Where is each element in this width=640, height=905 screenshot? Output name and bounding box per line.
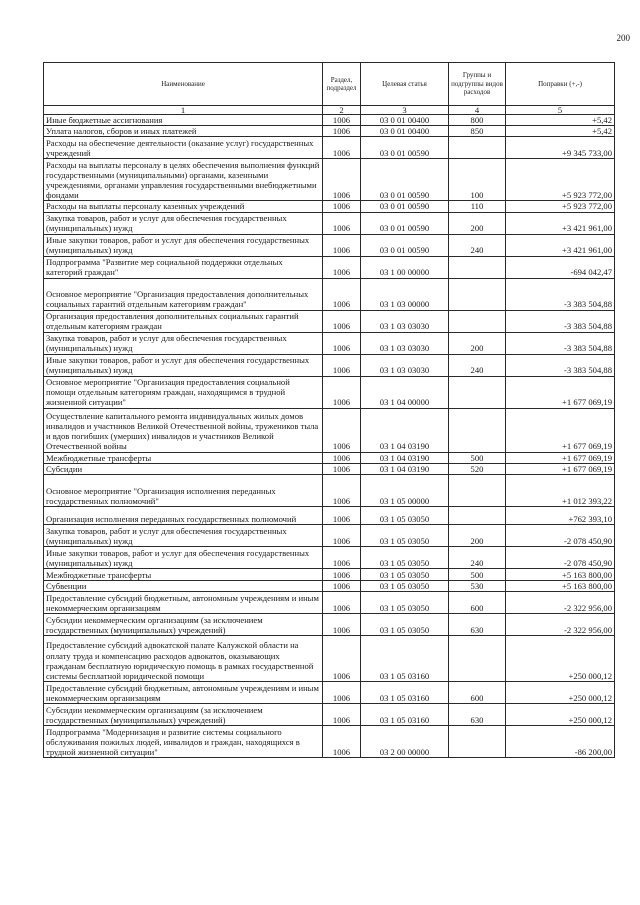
row-target-cell: 03 0 01 00590 bbox=[361, 234, 449, 256]
row-section-cell: 1006 bbox=[323, 581, 361, 592]
row-amount-cell: +3 421 961,00 bbox=[506, 234, 615, 256]
row-group-cell: 500 bbox=[449, 452, 506, 463]
header-section: Раздел, подраздел bbox=[323, 63, 361, 106]
row-amount-cell: +1 677 069,19 bbox=[506, 408, 615, 452]
table-row bbox=[44, 581, 615, 592]
row-group-cell: 200 bbox=[449, 332, 506, 354]
row-group-cell: 800 bbox=[449, 115, 506, 126]
row-section-cell: 1006 bbox=[323, 332, 361, 354]
table-row bbox=[44, 256, 615, 278]
row-amount-cell: -86 200,00 bbox=[506, 726, 615, 758]
table-row bbox=[44, 463, 615, 474]
table-row bbox=[44, 726, 615, 758]
row-group-cell: 100 bbox=[449, 159, 506, 201]
row-name-cell: Субсидии некоммерческим организациям (за исключением государственных (муниципальных) учреждений) bbox=[44, 704, 323, 726]
row-amount-cell: +1 012 393,22 bbox=[506, 475, 615, 507]
row-name-cell: Субсидии bbox=[44, 463, 323, 474]
header-name: Наименование bbox=[44, 63, 323, 106]
row-name-cell: Расходы на выплаты персоналу в целях обеспечения выполнения функций государственными (муниципальными) органами, казенными учреждениями, органами управления государственными внебюджетными фондами bbox=[44, 159, 323, 201]
row-group-cell bbox=[449, 310, 506, 332]
row-target-cell: 03 1 03 00000 bbox=[361, 278, 449, 310]
row-amount-cell: +5 163 800,00 bbox=[506, 581, 615, 592]
table-row bbox=[44, 159, 615, 201]
row-section-cell: 1006 bbox=[323, 636, 361, 682]
row-group-cell bbox=[449, 475, 506, 507]
row-amount-cell: -3 383 504,88 bbox=[506, 332, 615, 354]
row-name-cell: Основное мероприятие "Организация предоставления дополнительных социальных гарантий отдельным категориям граждан" bbox=[44, 278, 323, 310]
row-section-cell: 1006 bbox=[323, 115, 361, 126]
row-amount-cell: +5,42 bbox=[506, 126, 615, 137]
row-name-cell: Подпрограмма "Развитие мер социальной поддержки отдельных категорий граждан" bbox=[44, 256, 323, 278]
row-name-cell: Межбюджетные трансферты bbox=[44, 569, 323, 581]
row-name-cell: Иные закупки товаров, работ и услуг для обеспечения государственных (муниципальных) нужд bbox=[44, 234, 323, 256]
row-target-cell: 03 1 04 03190 bbox=[361, 408, 449, 452]
row-target-cell: 03 1 04 03190 bbox=[361, 463, 449, 474]
row-section-cell: 1006 bbox=[323, 704, 361, 726]
row-section-cell: 1006 bbox=[323, 234, 361, 256]
column-number: 4 bbox=[449, 106, 506, 115]
column-number: 3 bbox=[361, 106, 449, 115]
row-group-cell: 500 bbox=[449, 569, 506, 581]
row-section-cell: 1006 bbox=[323, 137, 361, 159]
row-name-cell: Закупка товаров, работ и услуг для обеспечения государственных (муниципальных) нужд bbox=[44, 212, 323, 234]
row-target-cell: 03 1 05 03050 bbox=[361, 592, 449, 614]
row-group-cell: 200 bbox=[449, 212, 506, 234]
table-row bbox=[44, 212, 615, 234]
row-target-cell: 03 1 05 03050 bbox=[361, 525, 449, 547]
row-amount-cell: +9 345 733,00 bbox=[506, 137, 615, 159]
row-group-cell: 530 bbox=[449, 581, 506, 592]
row-target-cell: 03 0 01 00590 bbox=[361, 137, 449, 159]
row-section-cell: 1006 bbox=[323, 614, 361, 636]
row-amount-cell: +5,42 bbox=[506, 115, 615, 126]
table-row bbox=[44, 614, 615, 636]
row-section-cell: 1006 bbox=[323, 278, 361, 310]
row-section-cell: 1006 bbox=[323, 547, 361, 569]
column-number-row bbox=[44, 106, 615, 115]
row-name-cell: Основное мероприятие "Организация исполнения переданных государственных полномочий" bbox=[44, 475, 323, 507]
row-name-cell: Организация исполнения переданных государственных полномочий bbox=[44, 507, 323, 525]
row-target-cell: 03 0 01 00590 bbox=[361, 212, 449, 234]
table-row bbox=[44, 569, 615, 581]
column-number: 5 bbox=[506, 106, 615, 115]
table-row bbox=[44, 332, 615, 354]
row-amount-cell: +250 000,12 bbox=[506, 704, 615, 726]
row-section-cell: 1006 bbox=[323, 726, 361, 758]
row-amount-cell: +5 163 800,00 bbox=[506, 569, 615, 581]
row-amount-cell: +3 421 961,00 bbox=[506, 212, 615, 234]
row-group-cell: 850 bbox=[449, 126, 506, 137]
page-number: 200 bbox=[616, 33, 630, 43]
row-target-cell: 03 0 01 00400 bbox=[361, 115, 449, 126]
table-body bbox=[44, 115, 615, 758]
row-target-cell: 03 1 03 03030 bbox=[361, 310, 449, 332]
row-section-cell: 1006 bbox=[323, 592, 361, 614]
row-amount-cell: +5 923 772,00 bbox=[506, 159, 615, 201]
table-row bbox=[44, 547, 615, 569]
table-row bbox=[44, 115, 615, 126]
row-target-cell: 03 1 05 03050 bbox=[361, 569, 449, 581]
row-group-cell: 240 bbox=[449, 234, 506, 256]
row-target-cell: 03 1 05 03160 bbox=[361, 636, 449, 682]
table-row bbox=[44, 592, 615, 614]
row-section-cell: 1006 bbox=[323, 212, 361, 234]
row-amount-cell: +1 677 069,19 bbox=[506, 463, 615, 474]
table-row bbox=[44, 452, 615, 463]
row-name-cell: Иные закупки товаров, работ и услуг для обеспечения государственных (муниципальных) нужд bbox=[44, 547, 323, 569]
row-group-cell bbox=[449, 636, 506, 682]
row-group-cell: 630 bbox=[449, 614, 506, 636]
table-row bbox=[44, 354, 615, 376]
table-row bbox=[44, 682, 615, 704]
row-group-cell bbox=[449, 256, 506, 278]
row-section-cell: 1006 bbox=[323, 507, 361, 525]
row-name-cell: Подпрограмма "Модернизация и развитие системы социального обслуживания пожилых людей, инвалидов и граждан, находящихся в трудной жизненной ситуации" bbox=[44, 726, 323, 758]
header-group: Группы и подгруппы видов расходов bbox=[449, 63, 506, 106]
row-target-cell: 03 1 04 03190 bbox=[361, 452, 449, 463]
row-amount-cell: +1 677 069,19 bbox=[506, 376, 615, 408]
row-group-cell: 630 bbox=[449, 704, 506, 726]
row-target-cell: 03 1 05 00000 bbox=[361, 475, 449, 507]
table-row bbox=[44, 310, 615, 332]
row-section-cell: 1006 bbox=[323, 310, 361, 332]
row-section-cell: 1006 bbox=[323, 463, 361, 474]
row-amount-cell: -2 322 956,00 bbox=[506, 614, 615, 636]
table-row bbox=[44, 278, 615, 310]
row-name-cell: Осуществление капитального ремонта индивидуальных жилых домов инвалидов и участников Великой Отечественной войны, тружеников тыла и вдов погибших (умерших) инвалидов и участников Великой Отечественной войны bbox=[44, 408, 323, 452]
row-amount-cell: -3 383 504,88 bbox=[506, 310, 615, 332]
row-section-cell: 1006 bbox=[323, 525, 361, 547]
row-amount-cell: +1 677 069,19 bbox=[506, 452, 615, 463]
row-name-cell: Расходы на обеспечение деятельности (оказание услуг) государственных учреждений bbox=[44, 137, 323, 159]
table-row bbox=[44, 525, 615, 547]
row-section-cell: 1006 bbox=[323, 452, 361, 463]
table-row bbox=[44, 475, 615, 507]
row-group-cell bbox=[449, 726, 506, 758]
budget-table bbox=[43, 62, 615, 758]
row-amount-cell: +250 000,12 bbox=[506, 682, 615, 704]
row-amount-cell: -694 042,47 bbox=[506, 256, 615, 278]
row-amount-cell: -2 322 956,00 bbox=[506, 592, 615, 614]
row-group-cell bbox=[449, 137, 506, 159]
row-section-cell: 1006 bbox=[323, 354, 361, 376]
row-group-cell: 240 bbox=[449, 547, 506, 569]
row-section-cell: 1006 bbox=[323, 682, 361, 704]
row-group-cell: 520 bbox=[449, 463, 506, 474]
row-name-cell: Предоставление субсидий адвокатской палате Калужской области на оплату труда и компенсацию расходов адвокатов, оказывающих гражданам бесплатную юридическую помощь в рамках государственной системы бесплатной юридической помощи bbox=[44, 636, 323, 682]
row-name-cell: Иные бюджетные ассигнования bbox=[44, 115, 323, 126]
header-target: Целевая статья bbox=[361, 63, 449, 106]
row-target-cell: 03 1 03 03030 bbox=[361, 354, 449, 376]
row-group-cell: 200 bbox=[449, 525, 506, 547]
header-row bbox=[44, 63, 615, 106]
table-row bbox=[44, 126, 615, 137]
row-name-cell: Уплата налогов, сборов и иных платежей bbox=[44, 126, 323, 137]
row-name-cell: Предоставление субсидий бюджетным, автономным учреждениям и иным некоммерческим организациям bbox=[44, 682, 323, 704]
row-name-cell: Межбюджетные трансферты bbox=[44, 452, 323, 463]
table-row bbox=[44, 376, 615, 408]
row-target-cell: 03 1 05 03160 bbox=[361, 704, 449, 726]
row-group-cell bbox=[449, 507, 506, 525]
table-row bbox=[44, 408, 615, 452]
row-name-cell: Предоставление субсидий бюджетным, автономным учреждениям и иным некоммерческим организациям bbox=[44, 592, 323, 614]
row-group-cell: 600 bbox=[449, 682, 506, 704]
row-group-cell: 240 bbox=[449, 354, 506, 376]
row-target-cell: 03 1 05 03050 bbox=[361, 581, 449, 592]
column-number: 1 bbox=[44, 106, 323, 115]
header-amount: Поправки (+,-) bbox=[506, 63, 615, 106]
row-name-cell: Основное мероприятие "Организация предоставления социальной помощи отдельным категориям граждан, находящимся в трудной жизненной ситуации" bbox=[44, 376, 323, 408]
row-name-cell: Иные закупки товаров, работ и услуг для обеспечения государственных (муниципальных) нужд bbox=[44, 354, 323, 376]
table-row bbox=[44, 234, 615, 256]
row-amount-cell: +762 393,10 bbox=[506, 507, 615, 525]
table-row bbox=[44, 704, 615, 726]
row-name-cell: Субсидии некоммерческим организациям (за исключением государственных (муниципальных) учреждений) bbox=[44, 614, 323, 636]
row-name-cell: Закупка товаров, работ и услуг для обеспечения государственных (муниципальных) нужд bbox=[44, 332, 323, 354]
row-target-cell: 03 1 05 03160 bbox=[361, 682, 449, 704]
row-amount-cell: -3 383 504,88 bbox=[506, 278, 615, 310]
row-target-cell: 03 0 01 00400 bbox=[361, 126, 449, 137]
row-name-cell: Субвенции bbox=[44, 581, 323, 592]
row-target-cell: 03 1 03 03030 bbox=[361, 332, 449, 354]
row-target-cell: 03 0 01 00590 bbox=[361, 159, 449, 201]
row-section-cell: 1006 bbox=[323, 475, 361, 507]
table-row bbox=[44, 137, 615, 159]
row-amount-cell: +250 000,12 bbox=[506, 636, 615, 682]
row-target-cell: 03 1 04 00000 bbox=[361, 376, 449, 408]
row-target-cell: 03 1 05 03050 bbox=[361, 614, 449, 636]
row-target-cell: 03 1 05 03050 bbox=[361, 547, 449, 569]
row-target-cell: 03 0 01 00590 bbox=[361, 201, 449, 212]
table-row bbox=[44, 201, 615, 212]
row-group-cell: 600 bbox=[449, 592, 506, 614]
row-amount-cell: -2 078 450,90 bbox=[506, 525, 615, 547]
row-group-cell bbox=[449, 408, 506, 452]
row-section-cell: 1006 bbox=[323, 408, 361, 452]
row-section-cell: 1006 bbox=[323, 126, 361, 137]
table-row bbox=[44, 636, 615, 682]
column-number: 2 bbox=[323, 106, 361, 115]
table-row bbox=[44, 507, 615, 525]
row-group-cell bbox=[449, 376, 506, 408]
row-target-cell: 03 1 00 00000 bbox=[361, 256, 449, 278]
row-section-cell: 1006 bbox=[323, 376, 361, 408]
row-name-cell: Закупка товаров, работ и услуг для обеспечения государственных (муниципальных) нужд bbox=[44, 525, 323, 547]
row-name-cell: Организация предоставления дополнительных социальных гарантий отдельным категориям граждан bbox=[44, 310, 323, 332]
row-section-cell: 1006 bbox=[323, 256, 361, 278]
row-section-cell: 1006 bbox=[323, 201, 361, 212]
row-amount-cell: -3 383 504,88 bbox=[506, 354, 615, 376]
row-group-cell bbox=[449, 278, 506, 310]
row-target-cell: 03 1 05 03050 bbox=[361, 507, 449, 525]
row-section-cell: 1006 bbox=[323, 159, 361, 201]
row-amount-cell: -2 078 450,90 bbox=[506, 547, 615, 569]
row-group-cell: 110 bbox=[449, 201, 506, 212]
row-name-cell: Расходы на выплаты персоналу казенных учреждений bbox=[44, 201, 323, 212]
row-amount-cell: +5 923 772,00 bbox=[506, 201, 615, 212]
row-target-cell: 03 2 00 00000 bbox=[361, 726, 449, 758]
row-section-cell: 1006 bbox=[323, 569, 361, 581]
